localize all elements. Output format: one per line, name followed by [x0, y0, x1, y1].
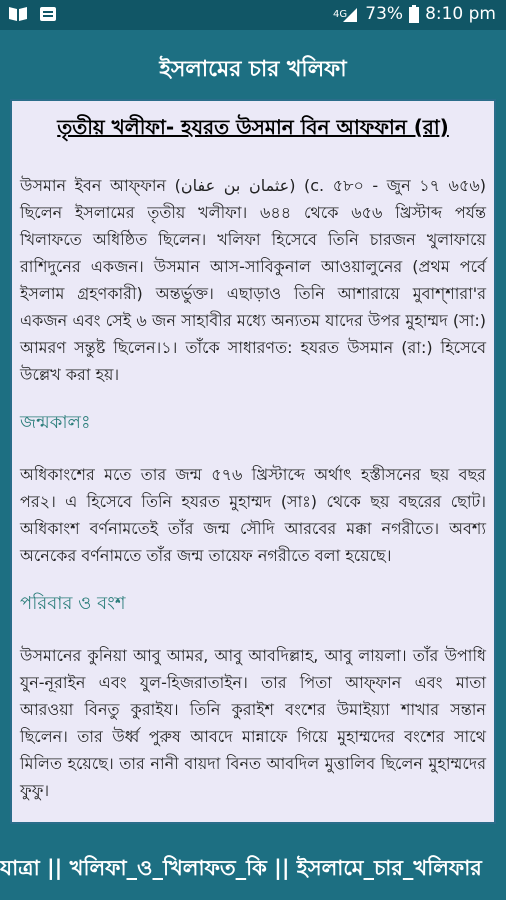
clock: 8:10 pm: [425, 4, 496, 24]
app-bar: [0, 30, 506, 102]
signal-4g-icon: [333, 5, 359, 23]
app-title: ইসলামের চার খলিফা: [159, 57, 347, 82]
family-paragraph: উসমানের কুনিয়া আবু আমর, আবু আবদিল্লাহ, আবু লায়লা। তাঁর উপাধি যুন-নূরাইন এবং যুল-হিজরাতাইন। তার পিতা আফ্ফান এবং মাতা আরওয়া বিনতু কুরাইয। তিনি কুরাইশ বংশের উমাইয়্যা শাখার সন্তান ছিলেন। তার উর্ধ্ব পুরুষ আবদে মান্নাফে গিয়ে মুহাম্মদের বংশের সাথে মিলিত হয়েছে। তার নানী বায়দা বিনত আবদিল মুত্তালিব ছিলেন মুহাম্মদের ফুফু।: [20, 646, 486, 800]
intro-paragraph: উসমান ইবন আফ্ফান (عثمان بن عفان) (c. ৫৮০ - জুন ১৭ ৬৫৬) ছিলেন ইসলামের তৃতীয় খলীফা। ৬৪৪ থেকে ৬৫৬ খ্রিস্টাব্দ পর্যন্ত খিলাফতে অধিষ্ঠিত ছিলেন। খলিফা হিসেবে তিনি চারজন খুলাফায়ে রাশিদুনের একজন। উসমান আস-সাবিকুনাল আওয়ালুনের (প্রথম পর্বে ইসলাম গ্রহণকারী) অন্তর্ভুক্ত। এছাড়াও তিনি আশারায়ে মুবাশ্শারা'র একজন এবং সেই ৬ জন সাহাবীর মধ্যে অন্যতম যাদের উপর মুহাম্মদ (সা:) আমরণ সন্তুষ্ট ছিলেন।১। তাঁকে সাধারণত: হযরত উসমান (রা:) হিসেবে উল্লেখ করা হয়।: [20, 176, 486, 384]
battery-percent: 73%: [365, 4, 404, 24]
wifi-icon: [38, 5, 58, 23]
article-panel[interactable]: [10, 99, 496, 824]
book-icon: [8, 5, 28, 23]
article-heading: তৃতীয় খলীফা- হযরত উসমান বিন আফফান (রা): [57, 115, 449, 139]
bottom-marquee-text[interactable]: যাত্রা || খলিফা_ও_খিলাফত_কি || ইসলামে_চার_খলিফার: [0, 856, 482, 880]
status-bar: [0, 0, 506, 30]
birth-paragraph: অধিকাংশের মতে তার জন্ম ৫৭৬ খ্রিস্টাব্দে অর্থাৎ হস্তীসনের ছয় বছর পর২। এ হিসেবে তিনি হযরত মুহাম্মদ (সাঃ) থেকে ছয় বছরের ছোট। অধিকাংশ বর্ণনামতেই তাঁর জন্ম সৌদি আরবের মক্কা নগরীতে। অবশ্য অনেকের বর্ণনামতে তাঁর জন্ম তায়েফ নগরীতে বলা হয়েছে।: [20, 465, 486, 565]
bottom-bar: [0, 830, 506, 900]
family-section-heading: পরিবার ও বংশ: [20, 593, 126, 614]
birth-section-heading: জন্মকালঃ: [20, 412, 91, 433]
battery-icon: [409, 5, 419, 23]
svg-text:4G: 4G: [333, 9, 348, 20]
